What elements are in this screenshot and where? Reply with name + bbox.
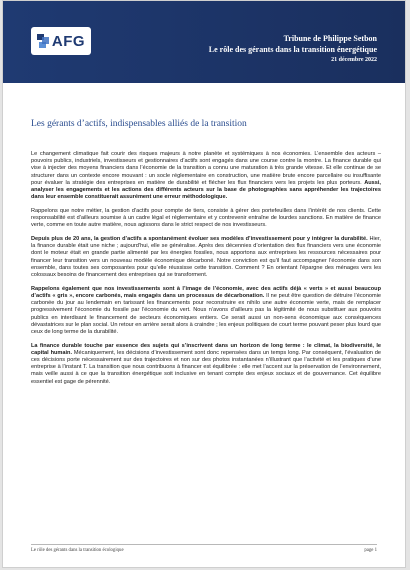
footer-divider [31,544,377,545]
header-author: Tribune de Philippe Setbon [283,34,377,43]
paragraph-3-text: Hier, la finance durable était une niche ; aujourd’hui, elle se généralise. Après des décennies d’orientation des flux financiers vers une économie dont le moteur était en grande partie alimenté par les énergies fossiles, nous apportons aux entreprises les ressources nécessaires pour financer leur transition vers un nouveau modèle économique décarboné. Notre conviction est qu’il faut accompagner l’économie dans son ensemble, dans toutes ses composantes pour qu’elle réussisse cette transition. Comment ? En orientant l’épargne des ménages vers les colossaux besoins de financement des entreprises qui se transforment. [31,236,381,279]
header-band [3,1,405,83]
afg-logo [31,27,91,55]
paragraph-2-text: Rappelons que notre métier, la gestion d’actifs pour compte de tiers, consiste à gérer des portefeuilles dans l’intérêt de nos clients. Cette responsabilité est d’ailleurs soumise à un cadre légal et réglementaire et y contrevenir entraîne de lourdes sanctions. En matière de finance verte, comme en toute autre matière, nous agissons dans le strict respect de nos investisseurs. [31,207,381,229]
paragraph-1-bold: Aussi, analyser les engagements et les actions des différents acteurs sur la base de photographies sans appréhender les trajectoires dans leur ensemble constituerait assurément une erreur méthodologique. [31,179,381,201]
paragraph-1 [31,151,381,201]
section-title: Les gérants d’actifs, indispensables alliés de la transition [31,119,247,129]
paragraph-5-bold: La finance durable touche par essence des sujets qui s’inscrivent dans un horizon de long terme : le climat, la biodiversité, le capital humain. [31,342,381,356]
footer-page-number: page 1 [364,548,377,553]
article-body [31,151,381,392]
footer-title: Le rôle des gérants dans la transition écologique [31,548,124,553]
document-page [2,0,406,568]
afg-logo-mark-icon [37,34,49,48]
paragraph-2 [31,208,381,230]
afg-logo-text: AFG [51,32,86,50]
paragraph-1-text: Le changement climatique fait courir des risques majeurs à notre planète et systémiques à nos économies. L’ensemble des acteurs – pouvoirs publics, industriels, investisseurs et gestionnaires d’actifs sont engagés dans une course contre la montre. La finance durable qui vise à injecter des moyens financiers dans l’économie de la transition a connu une maturation à très grande vitesse. Et elle continue de se structurer dans un contexte encore mouvant : un socle réglementaire en construction, une matière brute encore parcellaire ou insuffisante pour évaluer la stratégie des entreprises en matière de durabilité et flécher les flux financiers vers les projets les plus porteurs. [31,151,381,186]
paragraph-3 [31,236,381,279]
header-info [209,33,377,65]
paragraph-5-text: Mécaniquement, les décisions d’investissement sont donc repensées dans un temps long. Par conséquent, l’évaluation de ces décisions porte nécessairement sur des trajectoires et non sur des photos instantanées n’illustrant que l’activité et les pratiques d’une entreprise à l’instant T. La transition que nous contribuons à financer est équilibrée : elle met l’accent sur la préservation de l’environnement, mais veille aussi à ce que la transition énergétique soit inclusive en tenant compte des enjeux sociaux et de gouvernance. Cet équilibre essentiel est gage de pérennité. [31,349,381,385]
paragraph-4 [31,286,381,336]
header-date: 21 décembre 2022 [331,57,377,63]
paragraph-4-text: Il ne peut être question de détruire l’économie carbonée du jour au lendemain en tarissant les financements pour reconstruire ex nihilo une autre économie verte, mais de remplacer progressivement l’économie du fossile par l’économie du vert. Nous n’avons d’ailleurs pas la légitimité de nous substituer aux pouvoirs publics en interdisant le financement de secteurs économiques entiers. Ce serait aussi un non-sens économique aux conséquences dévastatrices sur le plan social. Un retour en arrière serait alors à craindre ; les enjeux politiques de court terme pouvant peser plus lourd que ceux de long terme de la durabilité. [31,292,381,335]
paragraph-3-bold: Depuis plus de 20 ans, la gestion d’actifs a spontanément évoluer ses modèles d’investissement pour y intégrer la durabilité. [31,236,368,243]
header-subject: Le rôle des gérants dans la transition énergétique [208,45,377,54]
paragraph-5 [31,343,381,386]
paragraph-4-bold: Rappelons également que nos investissements sont à l’image de l’économie, avec des actifs déjà « verts » et aussi beaucoup d’actifs « gris », encore carbonés, mais engagés dans un processus de décarbonation. [31,285,381,299]
